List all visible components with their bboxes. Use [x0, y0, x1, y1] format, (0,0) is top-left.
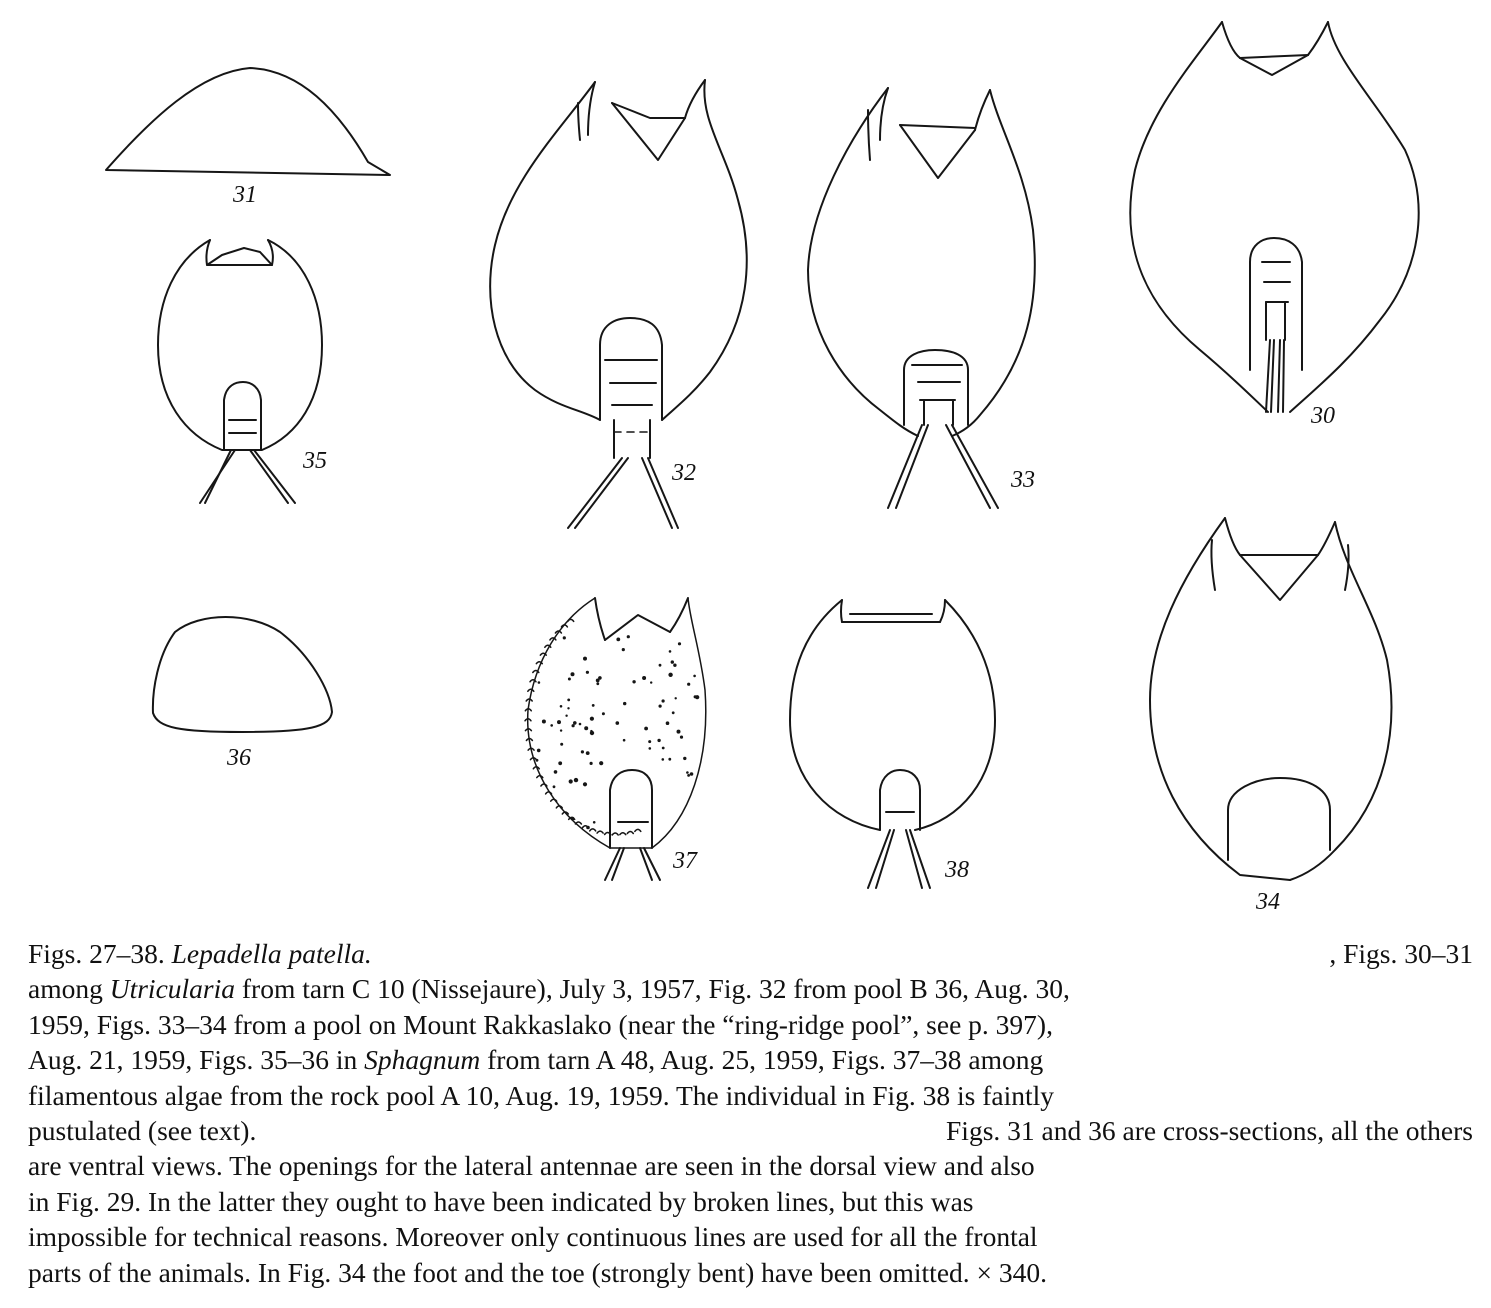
caption-line [28, 1078, 1473, 1113]
pustule-dots [525, 619, 699, 835]
caption-genus-name: Utricularia [109, 973, 236, 1005]
caption-line [28, 1007, 1473, 1042]
caption-species-name: Lepadella patella. [171, 938, 372, 969]
caption-text: parts of the animals. In Fig. 34 the foot and the toe (strongly bent) have been omitted. × 340. [28, 1256, 1048, 1288]
caption-line [28, 1255, 1473, 1290]
figure-label-30: 30 [1311, 403, 1335, 429]
figure-label-34: 34 [1256, 889, 1280, 915]
caption-text: impossible for technical reasons. Moreover only continuous lines are used for all the frontal [28, 1221, 1038, 1253]
figure-label-32: 32 [672, 460, 696, 486]
figure-label-35: 35 [303, 448, 327, 474]
caption-text: pustulated (see text). [28, 1115, 257, 1147]
figure-label-36: 36 [227, 745, 251, 771]
caption-line [28, 971, 1473, 1006]
figure-label-37: 37 [673, 848, 697, 874]
figure-36-drawing [153, 617, 332, 732]
caption-line [28, 1148, 1473, 1183]
caption-line [28, 1113, 1473, 1148]
caption-line [28, 1184, 1473, 1219]
figure-label-31: 31 [233, 182, 257, 208]
caption-text [28, 1042, 1043, 1077]
caption-line [28, 1219, 1473, 1254]
figure-label-33: 33 [1011, 467, 1035, 493]
figure-caption [28, 936, 1473, 1290]
figure-33-drawing [808, 88, 1035, 508]
caption-genus-name: Sphagnum [364, 1044, 481, 1076]
caption-text [28, 971, 1070, 1006]
caption-text: are ventral views. The openings for the lateral antennae are seen in the dorsal view and also [28, 1150, 1035, 1182]
caption-figs-range: Figs. 27–38. [28, 938, 172, 969]
figure-31-drawing [106, 68, 390, 175]
caption-text: from tarn A 48, Aug. 25, 1959, Figs. 37–38 among [480, 1044, 1044, 1076]
caption-text: Aug. 21, 1959, Figs. 35–36 in [28, 1044, 365, 1076]
figure-label-38: 38 [945, 857, 969, 883]
caption-text: in Fig. 29. In the latter they ought to have been indicated by broken lines, but this was [28, 1185, 974, 1217]
caption-text: from tarn C 10 (Nissejaure), July 3, 1957, Fig. 32 from pool B 36, Aug. 30, [235, 973, 1070, 1005]
caption-line [28, 936, 1473, 971]
figure-30-drawing [1130, 22, 1418, 412]
caption-text: Figs. 31 and 36 are cross-sections, all the others [946, 1115, 1473, 1147]
figure-37-drawing [525, 598, 706, 880]
caption-text: , Figs. 30–31 [1329, 938, 1473, 969]
figure-38-drawing [790, 600, 995, 888]
figure-34-drawing [1150, 518, 1391, 880]
caption-text: 1959, Figs. 33–34 from a pool on Mount Rakkaslako (near the “ring-ridge pool”, see p. 397), [28, 1008, 1053, 1040]
caption-line [28, 1042, 1473, 1077]
caption-text: among [28, 973, 110, 1005]
figure-32-drawing [490, 80, 747, 528]
caption-text: filamentous algae from the rock pool A 10, Aug. 19, 1959. The individual in Fig. 38 is faintly [28, 1079, 1055, 1111]
caption-text [28, 936, 372, 971]
figure-35-drawing [158, 240, 322, 503]
